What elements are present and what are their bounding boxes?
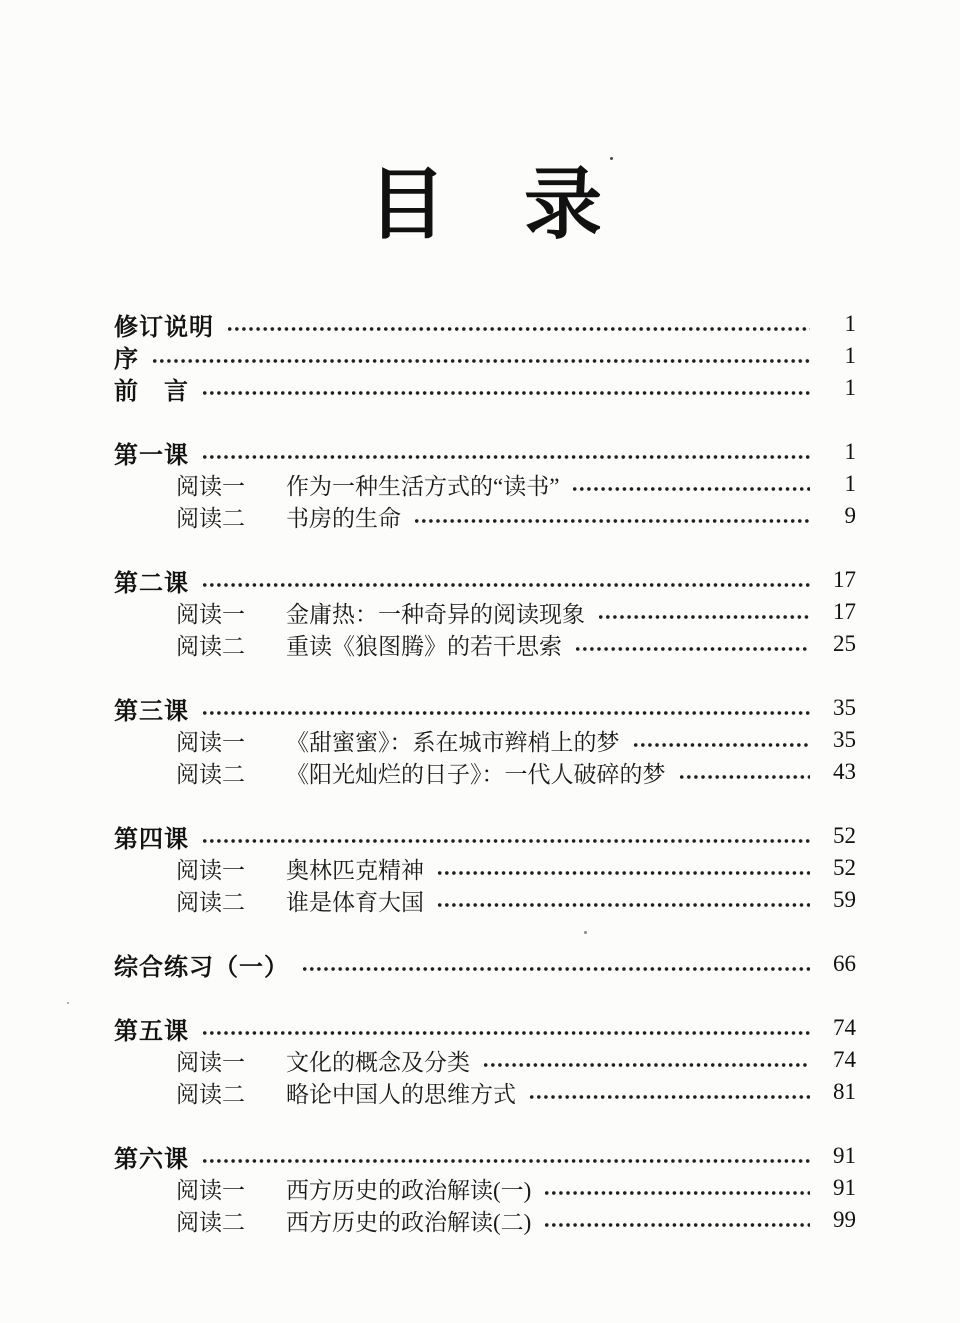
toc-reading-title: 作为一种生活方式的“读书” (286, 473, 560, 499)
dot-leader (303, 966, 810, 972)
toc-entry-label: 综合练习（一） (114, 953, 289, 981)
page-number: 1 (844, 343, 856, 368)
scan-speck (67, 1002, 69, 1004)
dot-leader (415, 518, 810, 524)
toc-reading-title: 谁是体育大国 (286, 889, 424, 915)
dot-leader (576, 646, 810, 652)
toc-entry-label: 第四课 (114, 825, 189, 853)
toc-reading-title: 奥林匹克精神 (286, 857, 424, 883)
page-number: 35 (833, 727, 856, 752)
toc-entry-label: 前 言 (114, 377, 189, 405)
toc-row-lesson (114, 1012, 856, 1044)
toc-reading-label: 阅读二 (176, 889, 245, 915)
page-number: 59 (833, 887, 856, 912)
dot-leader (203, 454, 810, 460)
toc-reading-title: 西方历史的政治解读(一) (286, 1177, 532, 1203)
dot-leader (599, 614, 810, 620)
dot-leader (484, 1062, 810, 1068)
page-number: 35 (833, 695, 856, 720)
toc-entry-label: 修订说明 (114, 313, 214, 341)
toc-row-exercise (114, 948, 856, 980)
toc-row-reading (114, 1076, 856, 1108)
dot-leader (203, 838, 810, 844)
page-number: 91 (833, 1143, 856, 1168)
toc-row (114, 372, 856, 404)
toc-reading-label: 阅读一 (176, 857, 245, 883)
page-number: 99 (833, 1207, 856, 1232)
dot-leader (203, 710, 810, 716)
toc-row-reading (114, 596, 856, 628)
dot-leader (573, 486, 810, 492)
toc-entry-label: 第二课 (114, 569, 189, 597)
toc-reading-label: 阅读一 (176, 601, 245, 627)
toc-reading-title: 略论中国人的思维方式 (286, 1081, 516, 1107)
toc-reading-label: 阅读一 (176, 1049, 245, 1075)
page-number: 66 (833, 951, 856, 976)
toc-reading-title: 金庸热：一种奇异的阅读现象 (286, 601, 585, 627)
page-number: 52 (833, 855, 856, 880)
page-number: 25 (833, 631, 856, 656)
page-number: 17 (833, 567, 856, 592)
dot-leader (545, 1222, 810, 1228)
toc-entry-label: 第五课 (114, 1017, 189, 1045)
toc-row-lesson (114, 436, 856, 468)
toc-row (114, 308, 856, 340)
page-number: 1 (844, 439, 856, 464)
toc-entry-label: 序 (114, 345, 139, 373)
toc-reading-label: 阅读二 (176, 1209, 245, 1235)
page-number: 1 (844, 471, 856, 496)
toc-row-lesson (114, 1140, 856, 1172)
toc-reading-title: 西方历史的政治解读(二) (286, 1209, 532, 1235)
page-number: 1 (844, 311, 856, 336)
toc-entry-label: 第三课 (114, 697, 189, 725)
toc-reading-label: 阅读二 (176, 761, 245, 787)
toc-list (114, 308, 856, 1236)
toc-reading-title: 文化的概念及分类 (286, 1049, 470, 1075)
toc-row-lesson (114, 564, 856, 596)
page-number: 52 (833, 823, 856, 848)
page-number: 91 (833, 1175, 856, 1200)
dot-leader (530, 1094, 810, 1100)
toc-row-reading (114, 1172, 856, 1204)
toc-reading-title: 《甜蜜蜜》：系在城市辫梢上的梦 (286, 729, 620, 755)
toc-row (114, 340, 856, 372)
scan-speck (610, 157, 613, 160)
toc-reading-label: 阅读二 (176, 633, 245, 659)
toc-entry-label: 第六课 (114, 1145, 189, 1173)
dot-leader (203, 390, 810, 396)
toc-row-reading (114, 628, 856, 660)
toc-row-reading (114, 468, 856, 500)
toc-reading-label: 阅读一 (176, 729, 245, 755)
page-number: 43 (833, 759, 856, 784)
page-number: 9 (844, 503, 856, 528)
toc-row-reading (114, 884, 856, 916)
dot-leader (438, 870, 810, 876)
page-title: 目 录 (367, 161, 602, 248)
toc-entry-label: 第一课 (114, 441, 189, 469)
dot-leader (153, 358, 810, 364)
toc-reading-label: 阅读二 (176, 1081, 245, 1107)
dot-leader (438, 902, 810, 908)
toc-reading-label: 阅读一 (176, 1177, 245, 1203)
page-number: 74 (833, 1047, 856, 1072)
toc-row-reading (114, 724, 856, 756)
page-number: 74 (833, 1015, 856, 1040)
toc-row-lesson (114, 820, 856, 852)
toc-reading-title: 《阳光灿烂的日子》：一代人破碎的梦 (286, 761, 666, 787)
dot-leader (228, 326, 810, 332)
toc-reading-title: 书房的生命 (286, 505, 401, 531)
toc-row-reading (114, 1044, 856, 1076)
dot-leader (203, 1030, 810, 1036)
toc-row-reading (114, 852, 856, 884)
dot-leader (545, 1190, 810, 1196)
page-number: 17 (833, 599, 856, 624)
page-number: 1 (844, 375, 856, 400)
dot-leader (680, 774, 811, 780)
dot-leader (634, 742, 811, 748)
toc-row-reading (114, 500, 856, 532)
toc-reading-title: 重读《狼图腾》的若干思索 (286, 633, 562, 659)
dot-leader (203, 582, 810, 588)
toc-row-lesson (114, 692, 856, 724)
toc-reading-label: 阅读二 (176, 505, 245, 531)
dot-leader (203, 1158, 810, 1164)
toc-row-reading (114, 1204, 856, 1236)
toc-row-reading (114, 756, 856, 788)
scan-speck (584, 931, 587, 934)
page-number: 81 (833, 1079, 856, 1104)
toc-reading-label: 阅读一 (176, 473, 245, 499)
